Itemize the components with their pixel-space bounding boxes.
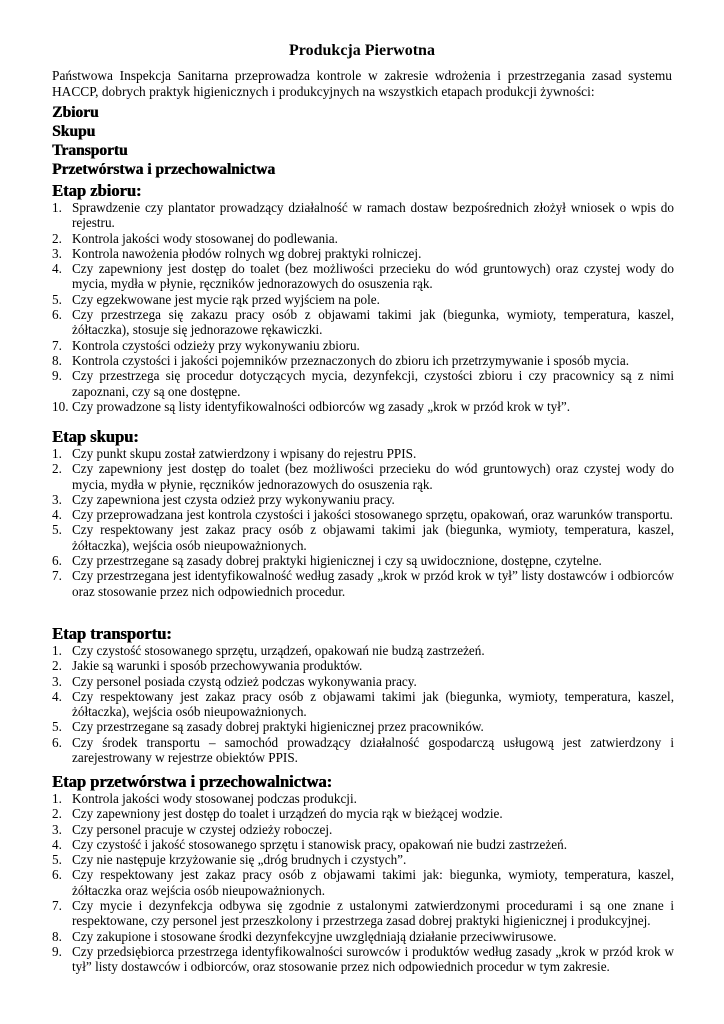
- stage-item: Przetwórstwa i przechowalnictwa: [52, 161, 275, 178]
- item-number: 1.: [52, 200, 62, 215]
- item-text: Kontrola jakości wody stosowanej do podlewania.: [72, 230, 338, 246]
- list-item: [52, 658, 674, 673]
- list-item: [52, 522, 674, 553]
- list-item: [52, 719, 674, 734]
- list-item: [52, 368, 674, 399]
- item-text: Czy nie następuje krzyżowanie się „dróg brudnych i czystych”.: [72, 852, 407, 868]
- list-item: [52, 399, 674, 414]
- item-number: 1.: [52, 643, 62, 658]
- stage-item: Transportu: [52, 142, 128, 159]
- list-item: [52, 944, 674, 975]
- item-text: Kontrola czystości odzieży przy wykonywaniu zbioru.: [72, 337, 360, 353]
- list-item: [52, 822, 674, 837]
- item-text: Czy przestrzegane są zasady dobrej praktyki higienicznej przez pracowników.: [72, 719, 484, 735]
- item-number: 4.: [52, 836, 62, 852]
- item-text: Czy mycie i dezynfekcja odbywa się zgodnie z ustalonymi zatwierdzonymi procedurami i są one znane i respektowane, czy personel jest przeszkolony i przestrzega zasad dobrej praktyki higienicznej i produkcyjnej.: [72, 898, 674, 929]
- item-number: 4.: [52, 261, 62, 277]
- list-item: [52, 200, 674, 231]
- item-text: Kontrola czystości i jakości pojemników przeznaczonych do zbioru ich przetrzymywanie i sposób mycia.: [72, 352, 629, 368]
- checklist: [52, 791, 674, 975]
- section-etap-zbioru: [52, 181, 674, 414]
- list-item: [52, 568, 674, 599]
- item-text: Czy przedsiębiorca przestrzega identyfikowalności surowców i produktów według zasady „krok w przód krok w tył” listy dostawców i odbiorców, oraz stosowanie przez nich odpowiednich procedur w tym zakresie.: [72, 943, 674, 975]
- section-heading: Etap skupu:: [52, 427, 139, 446]
- checklist: [52, 446, 674, 599]
- item-text: Jakie są warunki i sposób przechowywania produktów.: [72, 658, 363, 674]
- list-item: [52, 338, 674, 353]
- item-text: Czy egzekwowane jest mycie rąk przed wyjściem na pole.: [72, 291, 380, 307]
- item-number: 3.: [52, 821, 62, 837]
- item-number: 7.: [52, 898, 62, 914]
- list-item: [52, 246, 674, 261]
- item-number: 2.: [52, 806, 62, 822]
- document-title: Produkcja Pierwotna: [289, 42, 435, 59]
- item-text: Czy respektowany jest zakaz pracy osób z objawami takimi jak (biegunka, wymioty, temperatura, kaszel, żółtaczka), wejścia osób nieupoważnionych.: [72, 522, 674, 553]
- item-number: 5.: [52, 852, 62, 868]
- item-text: Kontrola nawożenia płodów rolnych wg dobrej praktyki rolniczej.: [72, 245, 422, 261]
- list-item: [52, 852, 674, 867]
- item-text: Czy zakupione i stosowane środki dezynfekcyjne uwzględniają działanie przeciwwirusowe.: [72, 928, 557, 944]
- item-number: 2.: [52, 658, 62, 674]
- item-number: 6.: [52, 553, 62, 569]
- list-item: [52, 929, 674, 944]
- item-number: 3.: [52, 673, 62, 689]
- list-item: [52, 806, 674, 821]
- item-number: 5.: [52, 719, 62, 735]
- item-number: 9.: [52, 368, 62, 384]
- list-item: [52, 353, 674, 368]
- item-text: Czy zapewniona jest czysta odzież przy wykonywaniu pracy.: [72, 491, 395, 507]
- item-number: 7.: [52, 568, 62, 584]
- item-text: Czy czystość i jakość stosowanego sprzętu i stanowisk pracy, opakowań nie budzi zastrzeżeń.: [72, 836, 567, 852]
- item-number: 6.: [52, 734, 62, 750]
- item-text: Czy punkt skupu został zatwierdzony i wpisany do rejestru PPIS.: [72, 446, 417, 461]
- list-item: [52, 446, 674, 461]
- stage-item: Zbioru: [52, 104, 99, 121]
- item-number: 8.: [52, 352, 62, 368]
- item-number: 1.: [52, 446, 62, 461]
- item-text: Czy środek transportu – samochód prowadzący działalność gospodarczą usługową jest zatwierdzony i zarejestrowany w rejestrze obiektów PPIS.: [72, 734, 674, 766]
- item-text: Czy zapewniony jest dostęp do toalet (bez możliwości przecieku do wód gruntowych) oraz czystej wody do mycia, mydła w płynie, ręczników jednorazowych do osuszenia rąk.: [72, 461, 674, 492]
- item-number: 2.: [52, 230, 62, 246]
- item-text: Czy respektowany jest zakaz pracy osób z objawami takimi jak: biegunka, wymioty, temperatura, kaszel, żółtaczka oraz wejścia osób nieupoważnionych.: [72, 867, 674, 898]
- item-text: Czy przestrzegana jest identyfikowalność według zasady „krok w przód krok w tył” listy dostawców i odbiorców oraz stosowanie przez nich odpowiednich procedur.: [72, 568, 674, 599]
- item-text: Kontrola jakości wody stosowanej podczas produkcji.: [72, 791, 357, 806]
- item-number: 5.: [52, 291, 62, 307]
- section-heading: Etap przetwórstwa i przechowalnictwa:: [52, 772, 332, 791]
- item-text: Sprawdzenie czy plantator prowadzący działalność w ramach dostaw bezpośrednich złożył wniosek o wpis do rejestru.: [72, 200, 674, 231]
- item-number: 2.: [52, 461, 62, 477]
- stages-list: [52, 103, 275, 179]
- section-heading: Etap zbioru:: [52, 181, 142, 200]
- list-item: [52, 507, 674, 522]
- section-heading: Etap transportu:: [52, 624, 172, 643]
- section-etap-skupu: [52, 427, 674, 599]
- list-item: [52, 553, 674, 568]
- list-item: [52, 898, 674, 929]
- item-number: 10.: [52, 398, 69, 414]
- list-item: [52, 837, 674, 852]
- list-item: [52, 492, 674, 507]
- item-text: Czy czystość stosowanego sprzętu, urządzeń, opakowań nie budzą zastrzeżeń.: [72, 643, 485, 658]
- item-number: 4.: [52, 507, 62, 523]
- item-text: Czy respektowany jest zakaz pracy osób z objawami takimi jak (biegunka, wymioty, temperatura, kaszel, żółtaczka), wejścia osób nieupoważnionych.: [72, 688, 674, 720]
- list-item: [52, 867, 674, 898]
- list-item: [52, 292, 674, 307]
- item-text: Czy prowadzone są listy identyfikowalności odbiorców wg zasady „krok w przód krok w tył”.: [72, 398, 571, 414]
- list-item: [52, 643, 674, 658]
- item-text: Czy przeprowadzana jest kontrola czystości i jakości stosowanego sprzętu, opakowań, oraz warunków transportu.: [72, 507, 673, 523]
- item-number: 6.: [52, 867, 62, 883]
- item-number: 3.: [52, 491, 62, 507]
- stage-item: Skupu: [52, 123, 96, 140]
- item-text: Czy zapewniony jest dostęp do toalet i urządzeń do mycia rąk w bieżącej wodzie.: [72, 806, 503, 822]
- item-number: 6.: [52, 307, 62, 323]
- item-number: 9.: [52, 943, 62, 959]
- section-etap-przetworstwa: [52, 772, 674, 975]
- intro-paragraph: Państwowa Inspekcja Sanitarna przeprowadza kontrole w zakresie wdrożenia i przestrzegania zasad systemu HACCP, dobrych praktyk higienicznych i produkcyjnych na wszystkich etapach produkcji żywności:: [52, 68, 672, 99]
- item-number: 3.: [52, 245, 62, 261]
- list-item: [52, 307, 674, 338]
- item-text: Czy personel pracuje w czystej odzieży roboczej.: [72, 821, 333, 837]
- item-text: Czy personel posiada czystą odzież podczas wykonywania pracy.: [72, 673, 417, 689]
- list-item: [52, 461, 674, 492]
- item-text: Czy przestrzegane są zasady dobrej praktyki higienicznej i czy są uwidocznione, dostępne, czytelne.: [72, 553, 602, 569]
- item-text: Czy zapewniony jest dostęp do toalet (bez możliwości przecieku do wód gruntowych) oraz czystej wody do mycia, mydła w płynie, ręczników jednorazowych do osuszenia rąk.: [72, 261, 674, 292]
- item-text: Czy przestrzega się procedur dotyczących mycia, dezynfekcji, czystości zbioru i czy pracownicy są z nimi zapoznani, czy są one dostępne.: [72, 368, 674, 399]
- section-etap-transportu: [52, 624, 674, 765]
- item-number: 5.: [52, 522, 62, 538]
- list-item: [52, 791, 674, 806]
- list-item: [52, 231, 674, 246]
- checklist: [52, 200, 674, 414]
- list-item: [52, 261, 674, 292]
- list-item: [52, 689, 674, 720]
- item-text: Czy przestrzega się zakazu pracy osób z objawami takimi jak (biegunka, wymioty, temperatura, kaszel, żółtaczka), stosuje się jednorazowe rękawiczki.: [72, 307, 674, 338]
- item-number: 4.: [52, 688, 62, 704]
- item-number: 8.: [52, 928, 62, 944]
- list-item: [52, 735, 674, 766]
- item-number: 1.: [52, 791, 62, 806]
- item-number: 7.: [52, 337, 62, 353]
- checklist: [52, 643, 674, 765]
- list-item: [52, 674, 674, 689]
